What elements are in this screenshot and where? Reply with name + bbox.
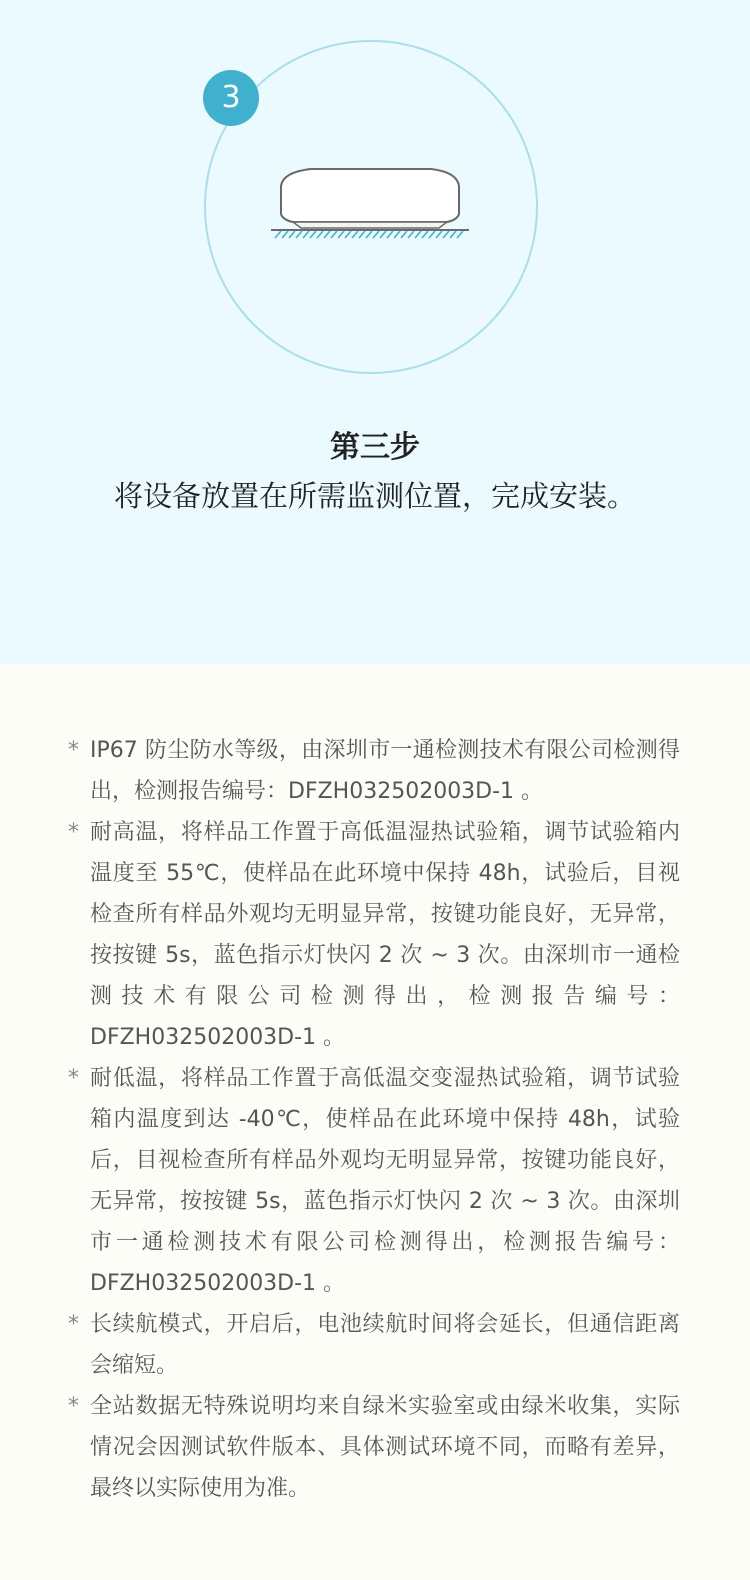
bullet-asterisk: * <box>68 738 79 763</box>
bullet-asterisk: * <box>68 1066 79 1091</box>
bullet-asterisk: * <box>68 1312 79 1337</box>
note-item <box>68 730 680 812</box>
step-section <box>0 0 750 664</box>
step-description: 将设备放置在所需监测位置，完成安装。 <box>113 479 636 513</box>
note-text: 耐高温，将样品工作置于高低温湿热试验箱，调节试验箱内温度至 55℃，使样品在此环境中保持 48h，试验后，目视检查所有样品外观均无明显异常，按键功能良好，无异常，按按键 5s，蓝色指示灯快闪 2 次 ~ 3 次。由深圳市一通检测技术有限公司检测得出，检测报告编号：DFZH032502003D-1 。 <box>90 820 680 1050</box>
step-title: 第三步 <box>330 430 420 465</box>
note-item <box>68 1304 680 1386</box>
notes-list <box>68 730 680 1509</box>
note-item <box>68 1058 680 1304</box>
bullet-asterisk: * <box>68 820 79 845</box>
step-number-badge: 3 <box>203 70 259 126</box>
note-text: 耐低温，将样品工作置于高低温交变湿热试验箱，调节试验箱内温度到达 -40℃，使样品在此环境中保持 48h，试验后，目视检查所有样品外观均无明显异常，按键功能良好，无异常，按按键 5s，蓝色指示灯快闪 2 次 ~ 3 次。由深圳市一通检测技术有限公司检测得出，检测报告编号：DFZH032502003D-1 。 <box>90 1066 680 1296</box>
note-text: IP67 防尘防水等级，由深圳市一通检测技术有限公司检测得出，检测报告编号：DFZH032502003D-1 。 <box>90 738 680 804</box>
note-text: 全站数据无特殊说明均来自绿米实验室或由绿米收集，实际情况会因测试软件版本、具体测试环境不同，而略有差异，最终以实际使用为准。 <box>90 1394 680 1501</box>
bullet-asterisk: * <box>68 1394 79 1419</box>
note-item <box>68 1386 680 1509</box>
sensor-device-icon <box>271 164 469 246</box>
note-text: 长续航模式，开启后，电池续航时间将会延长，但通信距离会缩短。 <box>90 1312 680 1378</box>
note-item <box>68 812 680 1058</box>
